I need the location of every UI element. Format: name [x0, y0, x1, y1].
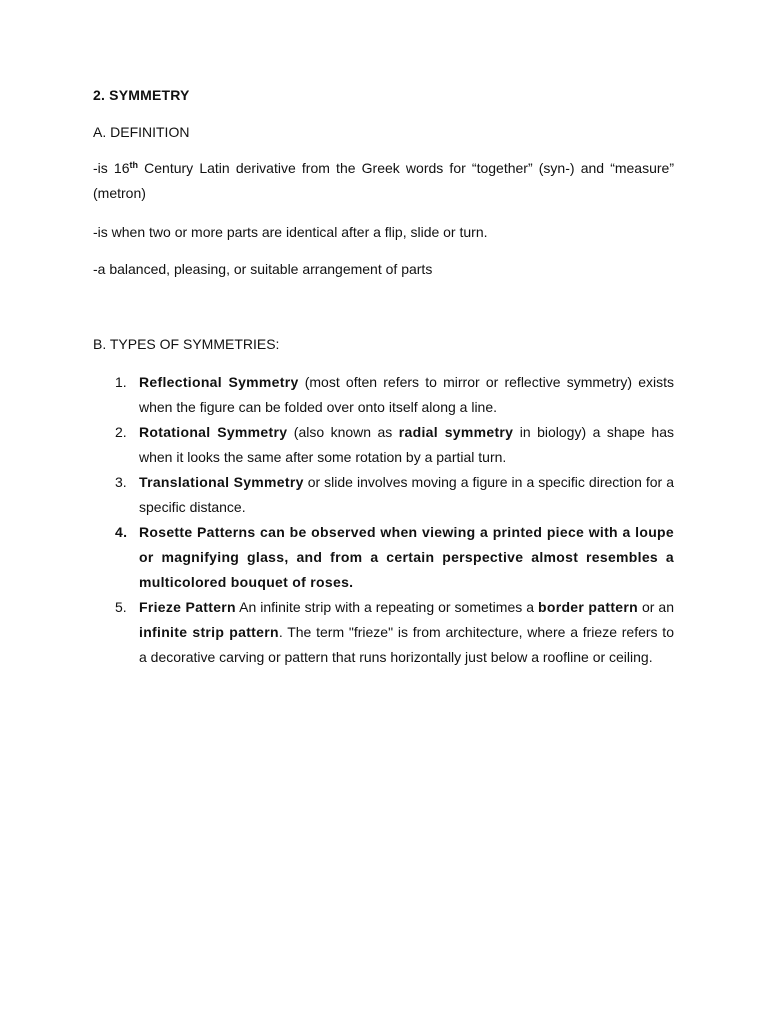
term-frieze: Frieze Pattern: [139, 599, 236, 615]
ordinal-superscript: th: [129, 160, 138, 170]
list-item-text: Rosette Patterns can be observed when viewing a printed piece with a loupe or magnifying glass, and from a certain perspective almost resembles a multicolored bouquet of roses.: [139, 524, 674, 590]
definition-paragraph-1: [93, 156, 674, 206]
list-item-text: in biology) a shape has when it looks the same after some rotation by a partial turn.: [139, 424, 674, 465]
list-item-text: (most often refers to mirror or reflective symmetry) exists when the figure can be folded over onto itself along a line.: [139, 374, 674, 415]
list-number: 2.: [115, 424, 127, 440]
definition-paragraph-2: -is when two or more parts are identical after a flip, slide or turn.: [93, 224, 488, 240]
list-item-text: or an: [637, 599, 674, 615]
list-item: [93, 595, 674, 670]
list-item-text: or slide involves moving a figure in a specific direction for a specific distance.: [139, 474, 674, 515]
symmetry-types-list: [93, 370, 674, 670]
list-number: 1.: [115, 374, 127, 390]
list-item: [93, 370, 674, 420]
list-item: [93, 420, 674, 470]
term-infinite-strip: infinite strip pattern: [139, 624, 279, 640]
list-item-text: An infinite strip with a repeating or sometimes a: [235, 599, 538, 615]
definition-paragraph-3: -a balanced, pleasing, or suitable arrangement of parts: [93, 261, 433, 277]
list-number: 5.: [115, 599, 127, 615]
list-item-text: . The term "frieze" is from architecture, where a frieze refers to a decorative carving or pattern that runs horizontally just below a roofline or ceiling.: [139, 624, 674, 665]
list-item: [93, 520, 674, 595]
definition-1-end: Century Latin derivative from the Greek words for “together” (syn-) and “measure” (metron): [93, 160, 674, 201]
term-translational: Translational Symmetry: [139, 474, 304, 490]
term-border-pattern: border pattern: [538, 599, 638, 615]
definition-label: A. DEFINITION: [93, 124, 190, 140]
list-number: 4.: [115, 524, 128, 540]
section-heading: 2. SYMMETRY: [93, 87, 190, 103]
definition-1-start: -is 16: [93, 160, 130, 176]
term-radial: radial symmetry: [398, 424, 514, 440]
list-item-text: (also known as: [287, 424, 399, 440]
list-number: 3.: [115, 474, 127, 490]
term-reflectional: Reflectional Symmetry: [139, 374, 299, 390]
types-label: B. TYPES OF SYMMETRIES:: [93, 336, 280, 352]
term-rotational: Rotational Symmetry: [139, 424, 288, 440]
list-item: [93, 470, 674, 520]
